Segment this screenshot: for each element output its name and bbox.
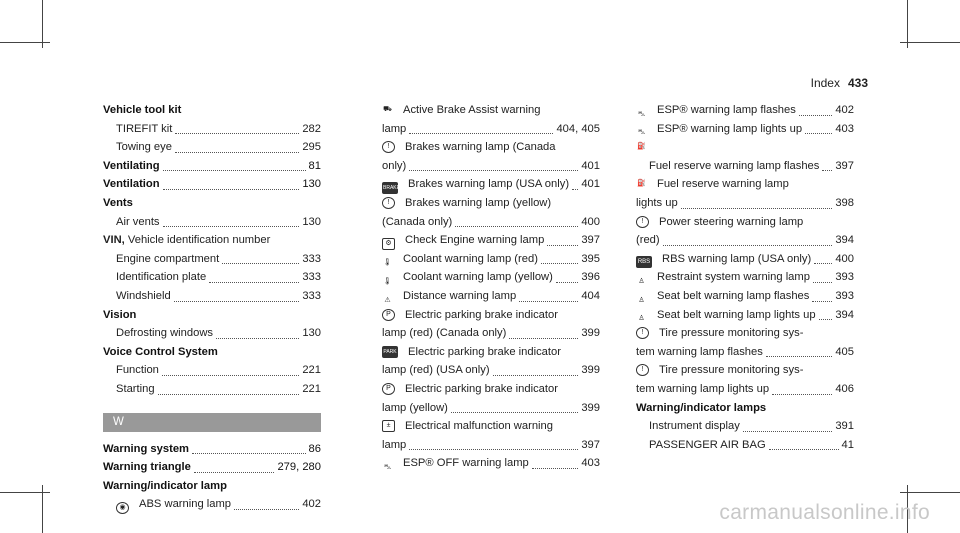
index-heading: Vents: [103, 196, 133, 209]
page-header: [811, 76, 868, 90]
parking-brake-icon: P: [382, 309, 395, 321]
index-entry[interactable]: Warning triangle 279, 280: [103, 461, 321, 474]
index-entry[interactable]: Fuel reserve warning lamp flashes 397: [649, 159, 854, 172]
index-heading: Warning/indicator lamps: [636, 401, 767, 414]
fuel-pump-icon: ⛽: [637, 143, 646, 151]
index-entry[interactable]: Windshield 333: [116, 289, 321, 302]
index-entry[interactable]: (red) 394: [636, 234, 854, 247]
index-entry[interactable]: lamp (red) (Canada only) 399: [382, 327, 600, 340]
fuel-icon-line: [636, 138, 854, 157]
header-label: Index: [810, 76, 840, 90]
index-column-middle: [382, 101, 600, 473]
index-entry[interactable]: tem warning lamp flashes 405: [636, 345, 854, 358]
index-heading: VIN, Vehicle identification number: [103, 234, 271, 247]
index-entry-line: P Electric parking brake indicator: [382, 380, 600, 399]
index-entry-line: P Electric parking brake indicator: [382, 306, 600, 325]
index-entry-line: ⛽ Fuel reserve warning lamp: [637, 178, 789, 191]
index-entry[interactable]: lamp (red) (USA only) 399: [382, 364, 600, 377]
index-entry-line: ! Brakes warning lamp (Canada: [382, 138, 600, 157]
index-entry-line: ⛟ Active Brake Assist warning: [383, 104, 541, 116]
active-brake-assist-icon: ⛟: [383, 106, 392, 114]
brake-circle-icon: !: [382, 197, 395, 209]
brake-circle-icon: !: [382, 141, 395, 153]
crop-mark: [907, 0, 908, 48]
abs-icon: ◉: [116, 502, 129, 514]
index-entry[interactable]: (Canada only) 400: [382, 215, 600, 228]
index-entry[interactable]: only) 401: [382, 159, 600, 172]
index-entry[interactable]: ⚠ Distance warning lamp 404: [382, 287, 600, 306]
index-entry[interactable]: Function 221: [116, 364, 321, 377]
brake-text-icon: BRAKE: [382, 182, 398, 194]
index-entry[interactable]: ♙ Seat belt warning lamp lights up 394: [636, 306, 854, 325]
seat-belt-icon: ♙: [638, 315, 645, 323]
index-entry[interactable]: tem warning lamp lights up 406: [636, 382, 854, 395]
index-entry[interactable]: ♙ Restraint system warning lamp 393: [636, 268, 854, 287]
index-heading: Vehicle tool kit: [103, 104, 182, 116]
tire-pressure-icon: !: [636, 327, 649, 339]
index-entry[interactable]: BRAKE Brakes warning lamp (USA only) 401: [382, 175, 600, 194]
index-entry[interactable]: Instrument display 391: [649, 420, 854, 433]
index-entry[interactable]: Starting 221: [116, 382, 321, 395]
index-heading: Vision: [103, 308, 137, 321]
coolant-icon: 🌡: [383, 277, 392, 285]
index-entry[interactable]: ♙ Seat belt warning lamp flashes 393: [636, 287, 854, 306]
crop-mark: [900, 492, 960, 493]
watermark: carmanualsonline.info: [719, 501, 930, 524]
index-entry-line: ! Tire pressure monitoring sys-: [636, 361, 854, 380]
crop-mark: [0, 492, 50, 493]
crop-mark: [900, 42, 960, 43]
index-entry[interactable]: ⛍ ESP® warning lamp flashes 402: [637, 104, 854, 118]
index-entry[interactable]: ⛍ ESP® warning lamp lights up 403: [637, 122, 854, 137]
rbs-text-icon: RBS: [636, 256, 652, 268]
index-column-left: [103, 101, 321, 514]
index-entry[interactable]: Ventilation 130: [103, 178, 321, 191]
index-entry[interactable]: Defrosting windows 130: [116, 327, 321, 340]
parking-brake-icon: P: [382, 383, 395, 395]
index-entry[interactable]: lights up 398: [636, 196, 854, 209]
coolant-icon: 🌡: [383, 259, 392, 267]
index-entry[interactable]: 🌡 Coolant warning lamp (yellow) 396: [383, 271, 600, 285]
distance-warning-icon: ⚠: [384, 296, 391, 304]
index-entry[interactable]: lamp 397: [382, 438, 600, 451]
index-entry[interactable]: lamp (yellow) 399: [382, 401, 600, 414]
index-entry-line: ! Tire pressure monitoring sys-: [636, 324, 854, 343]
index-entry[interactable]: Towing eye 295: [116, 141, 321, 154]
index-entry-line: ! Power steering warning lamp: [636, 213, 854, 232]
battery-icon: ±: [382, 420, 395, 432]
index-entry[interactable]: ◉ ABS warning lamp 402: [103, 495, 321, 514]
page-number: 433: [847, 76, 868, 90]
esp-off-icon: ⛍: [383, 463, 392, 471]
index-entry[interactable]: 🌡 Coolant warning lamp (red) 395: [383, 252, 600, 267]
index-entry[interactable]: ⛍ ESP® OFF warning lamp 403: [383, 457, 600, 471]
index-entry[interactable]: Identification plate 333: [116, 271, 321, 284]
index-entry[interactable]: TIREFIT kit 282: [116, 122, 321, 135]
crop-mark: [42, 0, 43, 48]
esp-icon: ⛍: [637, 129, 646, 137]
index-entry[interactable]: Air vents 130: [116, 215, 321, 228]
index-heading: Voice Control System: [103, 345, 218, 358]
index-entry-line: ± Electrical malfunction warning: [382, 417, 600, 436]
index-column-right: [636, 101, 854, 454]
index-entry-line: ! Brakes warning lamp (yellow): [382, 194, 600, 213]
crop-mark: [0, 42, 50, 43]
airbag-icon: ♙: [638, 277, 645, 285]
index-entry[interactable]: RBS RBS warning lamp (USA only) 400: [636, 250, 854, 269]
tire-pressure-icon: !: [636, 364, 649, 376]
steering-wheel-icon: !: [636, 216, 649, 228]
index-entry[interactable]: Warning system 86: [103, 442, 321, 455]
index-entry[interactable]: PASSENGER AIR BAG 41: [649, 438, 854, 451]
index-entry[interactable]: lamp 404, 405: [382, 122, 600, 135]
seat-belt-icon: ♙: [638, 296, 645, 304]
esp-icon: ⛍: [637, 110, 646, 118]
section-letter-bar: W: [103, 413, 321, 432]
fuel-pump-icon: ⛽: [637, 180, 646, 188]
index-entry-line: PARK Electric parking brake indicator: [383, 345, 561, 358]
park-text-icon: PARK: [382, 346, 398, 358]
index-entry[interactable]: Engine compartment 333: [116, 252, 321, 265]
index-heading: Warning/indicator lamp: [103, 479, 227, 492]
engine-icon: ⚙: [382, 238, 395, 250]
index-entry[interactable]: ⚙ Check Engine warning lamp 397: [382, 231, 600, 250]
index-entry[interactable]: Ventilating 81: [103, 159, 321, 172]
